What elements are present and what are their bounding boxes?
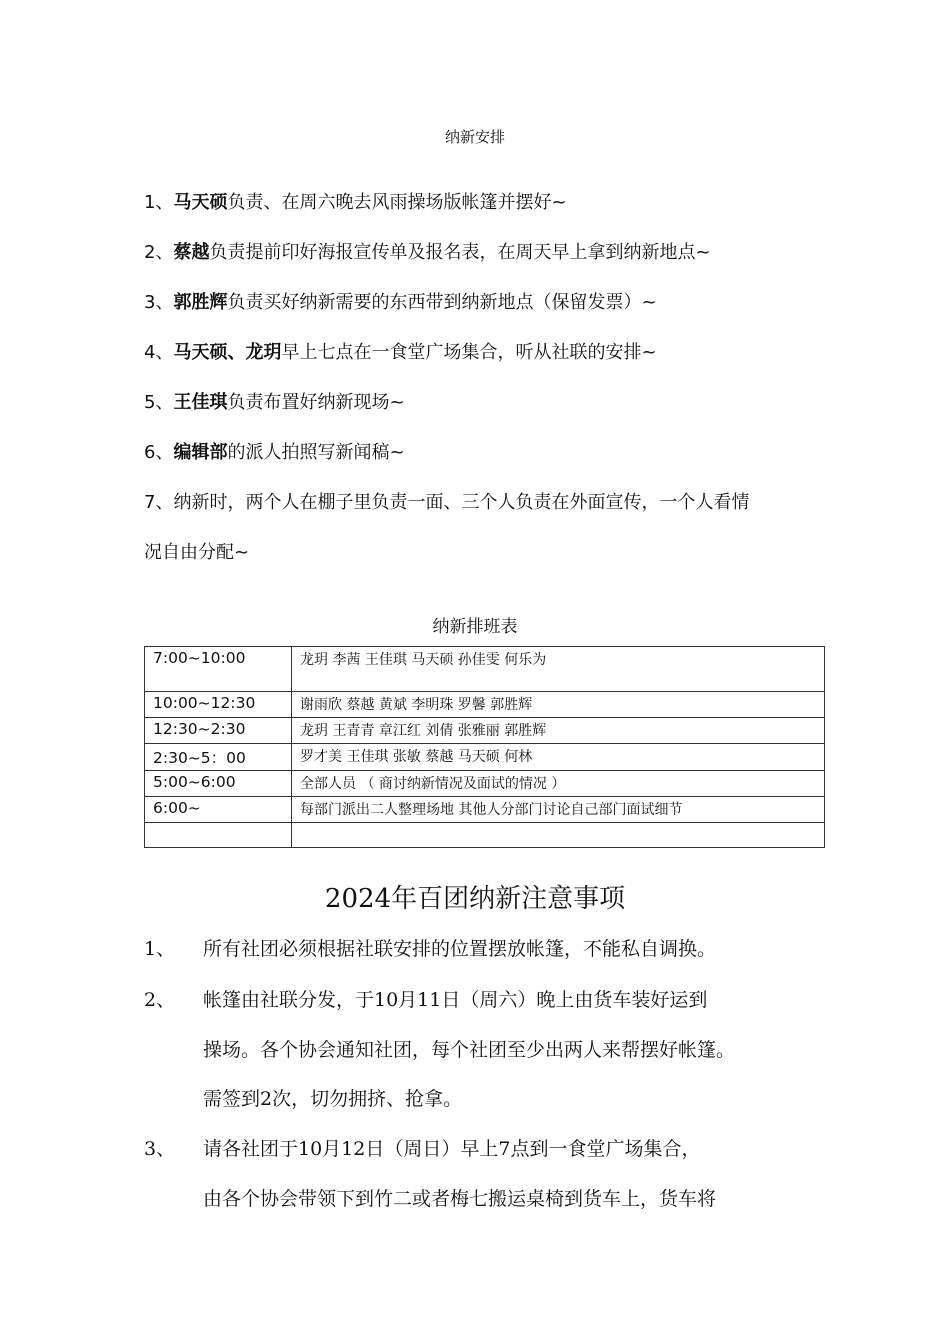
table-row <box>145 647 825 692</box>
table-row <box>145 744 825 771</box>
table-row <box>145 797 825 823</box>
task-item-2 <box>144 238 711 264</box>
task-number: 2、 <box>144 242 174 263</box>
people-cell: 龙玥 王青青 章江红 刘倩 张雅丽 郭胜辉 <box>292 718 825 744</box>
table-row <box>145 718 825 744</box>
task-text: 负责买好纳新需要的东西带到纳新地点（保留发票）~ <box>227 292 657 313</box>
notes-title: 2024年百团纳新注意事项 <box>324 884 626 914</box>
task-person: 编辑部 <box>173 442 228 463</box>
note-line: 需签到2次，切勿拥挤、抢拿。 <box>203 1088 463 1110</box>
table-row <box>145 823 825 848</box>
task-number: 5、 <box>144 392 174 413</box>
time-cell: 10:00~12:30 <box>145 692 292 718</box>
task-person: 郭胜辉 <box>173 292 228 313</box>
task-person: 王佳琪 <box>173 392 228 413</box>
note-line: 由各个协会带领下到竹二或者梅七搬运桌椅到货车上，货车将 <box>203 1188 717 1210</box>
note-line: 操场。各个协会通知社团，每个社团至少出两人来帮摆好帐篷。 <box>203 1039 736 1061</box>
schedule-title: 纳新排班表 <box>432 617 518 637</box>
note-number: 2、 <box>144 989 176 1011</box>
time-cell: 2:30~5：00 <box>145 744 292 771</box>
document-title: 纳新安排 <box>444 128 505 146</box>
task-text: 纳新时，两个人在棚子里负责一面、三个人负责在外面宣传，一个人看情 <box>173 492 750 513</box>
task-item-7 <box>144 488 749 514</box>
note-line: 请各社团于10月12日（周日）早上7点到一食堂广场集合， <box>203 1138 701 1160</box>
task-text: 负责、在周六晚去风雨操场版帐篷并摆好~ <box>227 192 567 213</box>
task-number: 6、 <box>144 442 174 463</box>
task-text: 负责提前印好海报宣传单及报名表，在周天早上拿到纳新地点~ <box>209 242 711 263</box>
note-line: 帐篷由社联分发，于10月11日（周六）晚上由货车装好运到 <box>203 989 708 1011</box>
people-cell: 每部门派出二人整理场地 其他人分部门讨论自己部门面试细节 <box>292 797 825 823</box>
note-line: 所有社团必须根据社联安排的位置摆放帐篷，不能私自调换。 <box>203 938 717 960</box>
note-number: 1、 <box>144 938 176 960</box>
time-cell: 7:00~10:00 <box>145 647 292 692</box>
task-person: 马天硕、龙玥 <box>173 342 282 363</box>
task-item-7-continued <box>144 538 249 564</box>
task-item-5 <box>144 388 405 414</box>
task-text: 的派人拍照写新闻稿~ <box>227 442 405 463</box>
task-item-3 <box>144 288 657 314</box>
task-person: 马天硕 <box>173 192 228 213</box>
time-cell: 6:00~ <box>145 797 292 823</box>
task-item-1 <box>144 188 567 214</box>
time-cell: 12:30~2:30 <box>145 718 292 744</box>
table-row <box>145 771 825 797</box>
people-cell: 龙玥 李茜 王佳琪 马天硕 孙佳雯 何乐为 <box>292 647 825 692</box>
schedule-table <box>144 646 825 848</box>
table-row <box>145 692 825 718</box>
time-cell <box>145 823 292 848</box>
people-cell: 谢雨欣 蔡越 黄斌 李明珠 罗馨 郭胜辉 <box>292 692 825 718</box>
task-number: 4、 <box>144 342 174 363</box>
task-number: 7、 <box>144 492 174 513</box>
note-number: 3、 <box>144 1138 176 1160</box>
task-text: 况自由分配~ <box>144 542 250 563</box>
people-cell: 罗才美 王佳琪 张敏 蔡越 马天硕 何林 <box>292 744 825 771</box>
task-item-4 <box>144 338 657 364</box>
task-text: 负责布置好纳新现场~ <box>227 392 405 413</box>
task-number: 1、 <box>144 192 174 213</box>
task-person: 蔡越 <box>173 242 210 263</box>
time-cell: 5:00~6:00 <box>145 771 292 797</box>
people-cell <box>292 823 825 848</box>
task-number: 3、 <box>144 292 174 313</box>
people-cell: 全部人员 （ 商讨纳新情况及面试的情况 ） <box>292 771 825 797</box>
task-item-6 <box>144 438 405 464</box>
task-text: 早上七点在一食堂广场集合，听从社联的安排~ <box>281 342 657 363</box>
